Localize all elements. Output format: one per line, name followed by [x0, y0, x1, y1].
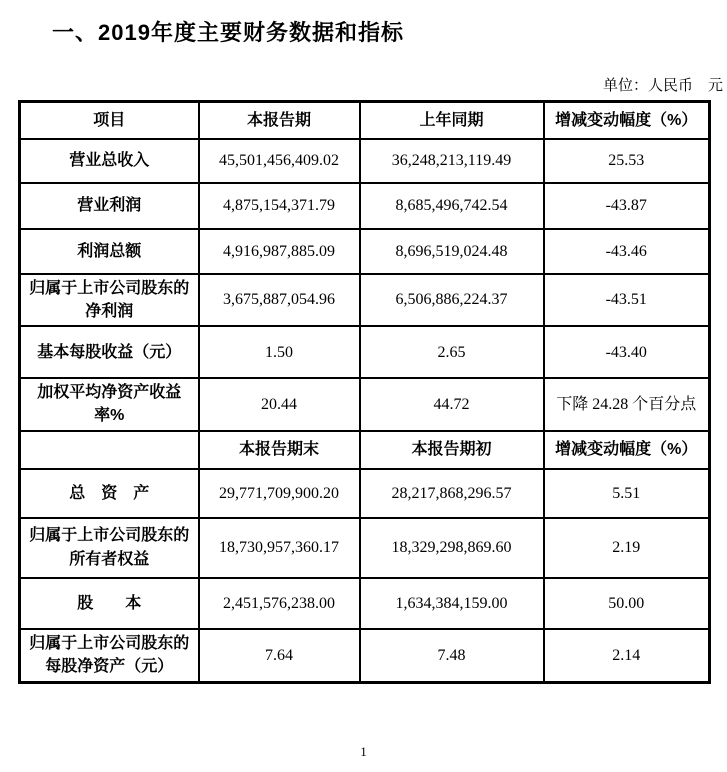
- table-row: [20, 326, 710, 378]
- cell-current: 4,916,987,885.09: [199, 229, 360, 274]
- column-header-prior-period: 上年同期: [360, 102, 544, 139]
- cell-change: 2.19: [544, 518, 710, 578]
- cell-prior: 8,685,496,742.54: [360, 183, 544, 229]
- table-row: [20, 518, 710, 578]
- cell-current: 4,875,154,371.79: [199, 183, 360, 229]
- cell-change: 5.51: [544, 469, 710, 518]
- cell-change: 25.53: [544, 139, 710, 183]
- cell-prior: 8,696,519,024.48: [360, 229, 544, 274]
- table-row: [20, 139, 710, 183]
- column-header-current-period: 本报告期: [199, 102, 360, 139]
- cell-prior: 7.48: [360, 629, 544, 683]
- column-header-period-begin: 本报告期初: [360, 431, 544, 469]
- table-row: [20, 229, 710, 274]
- financial-summary-table: [18, 100, 711, 684]
- cell-change: -43.51: [544, 274, 710, 326]
- cell-current: 20.44: [199, 378, 360, 430]
- table-row: [20, 378, 710, 430]
- table-row: [20, 469, 710, 518]
- cell-current: 1.50: [199, 326, 360, 378]
- table-row: [20, 183, 710, 229]
- cell-label: 股 本: [20, 578, 199, 629]
- cell-label: 总 资 产: [20, 469, 199, 518]
- cell-label: 营业利润: [20, 183, 199, 229]
- cell-change: -43.46: [544, 229, 710, 274]
- table-header-row-balance: [20, 431, 710, 469]
- table-row: [20, 578, 710, 629]
- cell-label: 基本每股收益（元）: [20, 326, 199, 378]
- cell-label: 营业总收入: [20, 139, 199, 183]
- cell-prior: 44.72: [360, 378, 544, 430]
- cell-prior: 18,329,298,869.60: [360, 518, 544, 578]
- cell-change: 50.00: [544, 578, 710, 629]
- cell-current: 18,730,957,360.17: [199, 518, 360, 578]
- cell-label: 加权平均净资产收益率%: [20, 378, 199, 430]
- column-header-empty: [20, 431, 199, 469]
- cell-label: 利润总额: [20, 229, 199, 274]
- cell-prior: 6,506,886,224.37: [360, 274, 544, 326]
- cell-change: 下降 24.28 个百分点: [544, 378, 710, 430]
- cell-current: 29,771,709,900.20: [199, 469, 360, 518]
- cell-current: 7.64: [199, 629, 360, 683]
- table-row: [20, 629, 710, 683]
- cell-prior: 36,248,213,119.49: [360, 139, 544, 183]
- cell-change: -43.40: [544, 326, 710, 378]
- column-header-item: 项目: [20, 102, 199, 139]
- cell-current: 3,675,887,054.96: [199, 274, 360, 326]
- table-row: [20, 274, 710, 326]
- column-header-change-pct: 增减变动幅度（%）: [544, 431, 710, 469]
- cell-label: 归属于上市公司股东的所有者权益: [20, 518, 199, 578]
- cell-label: 归属于上市公司股东的每股净资产（元）: [20, 629, 199, 683]
- cell-label: 归属于上市公司股东的净利润: [20, 274, 199, 326]
- cell-prior: 1,634,384,159.00: [360, 578, 544, 629]
- table-header-row-period: [20, 102, 710, 139]
- cell-current: 2,451,576,238.00: [199, 578, 360, 629]
- cell-prior: 2.65: [360, 326, 544, 378]
- column-header-change-pct: 增减变动幅度（%）: [544, 102, 710, 139]
- cell-change: -43.87: [544, 183, 710, 229]
- cell-prior: 28,217,868,296.57: [360, 469, 544, 518]
- section-title: 一、2019年度主要财务数据和指标: [52, 20, 404, 45]
- unit-label: 单位：人民币 元: [602, 78, 723, 95]
- column-header-period-end: 本报告期末: [199, 431, 360, 469]
- cell-current: 45,501,456,409.02: [199, 139, 360, 183]
- cell-change: 2.14: [544, 629, 710, 683]
- page-number: 1: [360, 744, 367, 759]
